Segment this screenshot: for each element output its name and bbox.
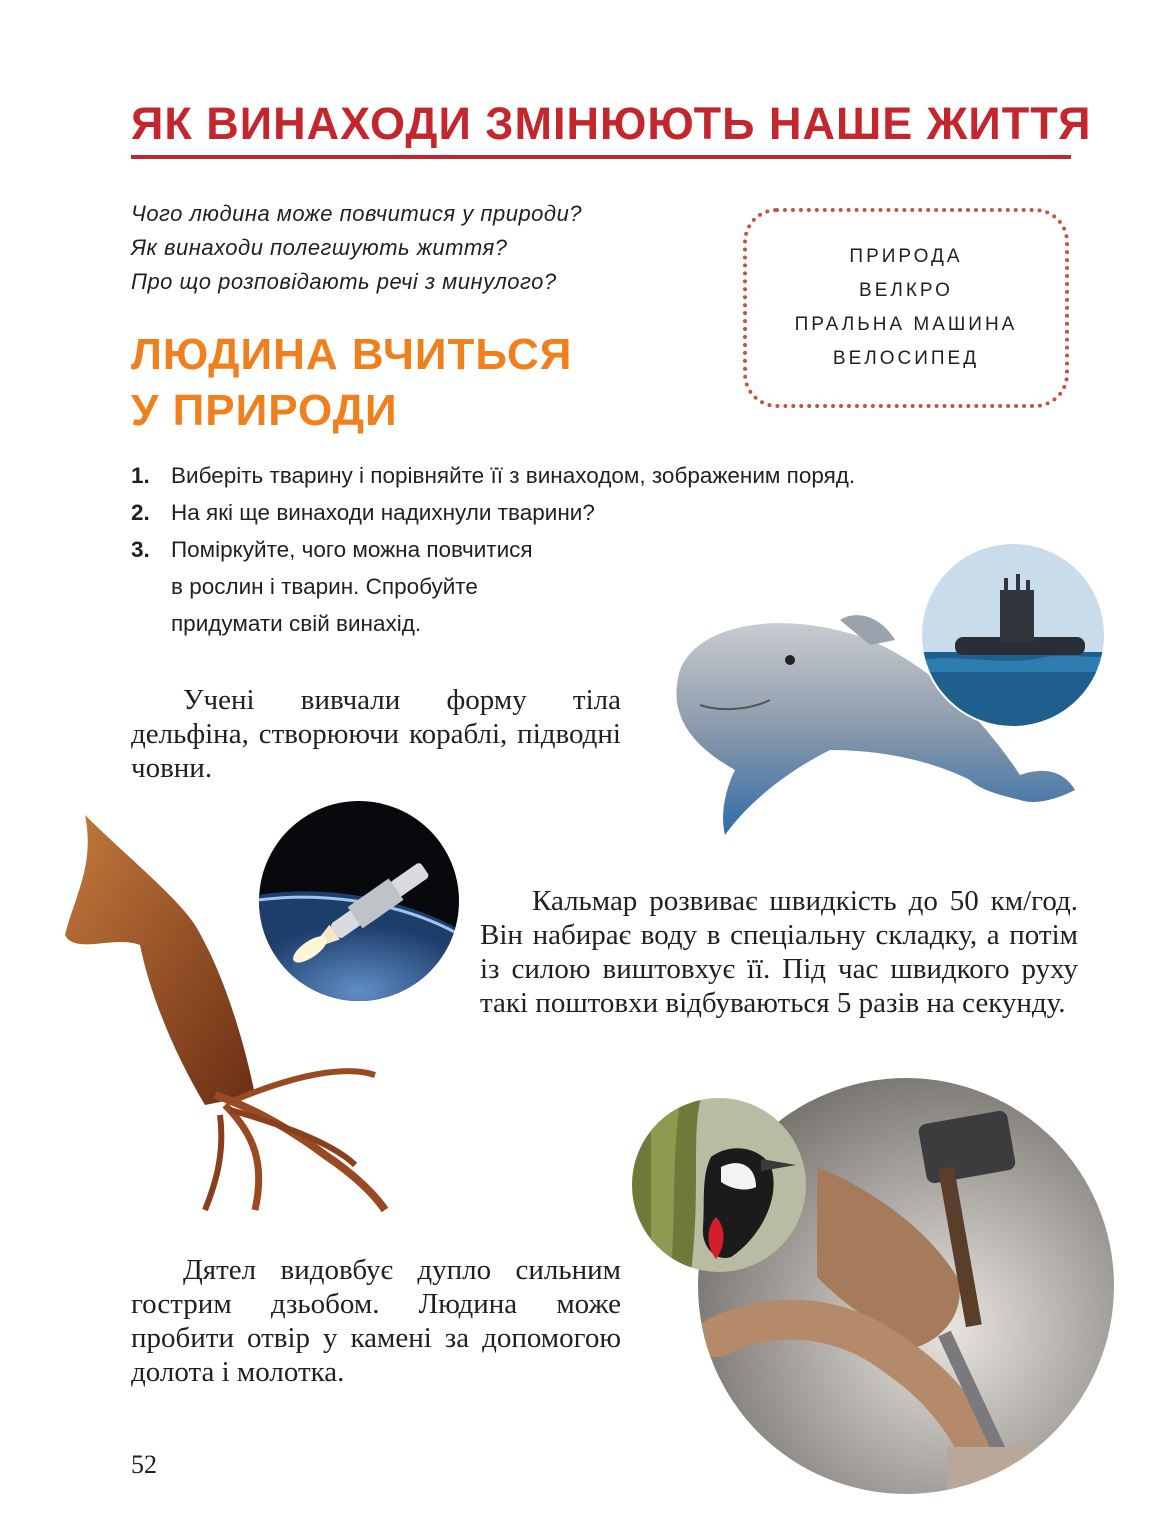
task-item: [131, 494, 855, 531]
woodpecker-image: [631, 1097, 807, 1273]
page-number: 52: [131, 1450, 157, 1479]
keywords-box: [743, 208, 1069, 408]
task-item: [131, 457, 855, 494]
keyword-1: ПРИРОДА: [849, 246, 963, 267]
task-text: [171, 531, 533, 642]
section-title: [131, 327, 572, 439]
task-text: На які ще винаходи надихнули тварини?: [171, 500, 595, 525]
submarine-image: [920, 542, 1106, 728]
task-text-line: в рослин і тварин. Спробуйте: [171, 574, 478, 599]
page-title: ЯК ВИНАХОДИ ЗМІНЮЮТЬ НАШЕ ЖИТТЯ: [131, 98, 1092, 149]
task-text: Виберіть тварину і порівняйте її з винаходом, зображеним поряд.: [171, 463, 856, 488]
title-underline: [131, 155, 1071, 159]
keyword-2: ВЕЛКРО: [859, 280, 953, 301]
paragraph-squid: Кальмар розвиває швидкість до 50 км/год. Він набирає воду в спеціальну складку, а потім із силою виштовхує її. Під час швидкого руху такі поштовхи відбуваються 5 разів на секунду.: [480, 885, 1078, 1019]
keyword-3: ПРАЛЬНА МАШИНА: [794, 314, 1018, 335]
task-number: 1.: [131, 463, 150, 488]
task-text-line: Поміркуйте, чого можна повчитися: [171, 537, 533, 562]
keyword-4: ВЕЛОСИПЕД: [832, 348, 980, 369]
question-1: Чого людина може повчитися у природи?: [131, 201, 583, 226]
paragraph-dolphin: Учені вивчали форму тіла дельфіна, створюючи кораблі, підводні човни.: [131, 684, 621, 784]
task-text-line: придумати свій винахід.: [171, 611, 422, 636]
task-number: 2.: [131, 500, 150, 525]
task-number: 3.: [131, 537, 150, 562]
section-title-line-2: У ПРИРОДИ: [131, 386, 398, 435]
question-3: Про що розповідають речі з минулого?: [131, 269, 557, 294]
paragraph-woodpecker: Дятел видовбує дупло сильним гострим дзьобом. Людина може пробити отвір у камені за допомогою долота і молотка.: [131, 1254, 621, 1388]
section-title-line-1: ЛЮДИНА ВЧИТЬСЯ: [131, 330, 573, 379]
question-2: Як винаходи полегшують життя?: [131, 235, 508, 260]
intro-questions: [131, 197, 582, 299]
squid-image: [55, 815, 395, 1215]
